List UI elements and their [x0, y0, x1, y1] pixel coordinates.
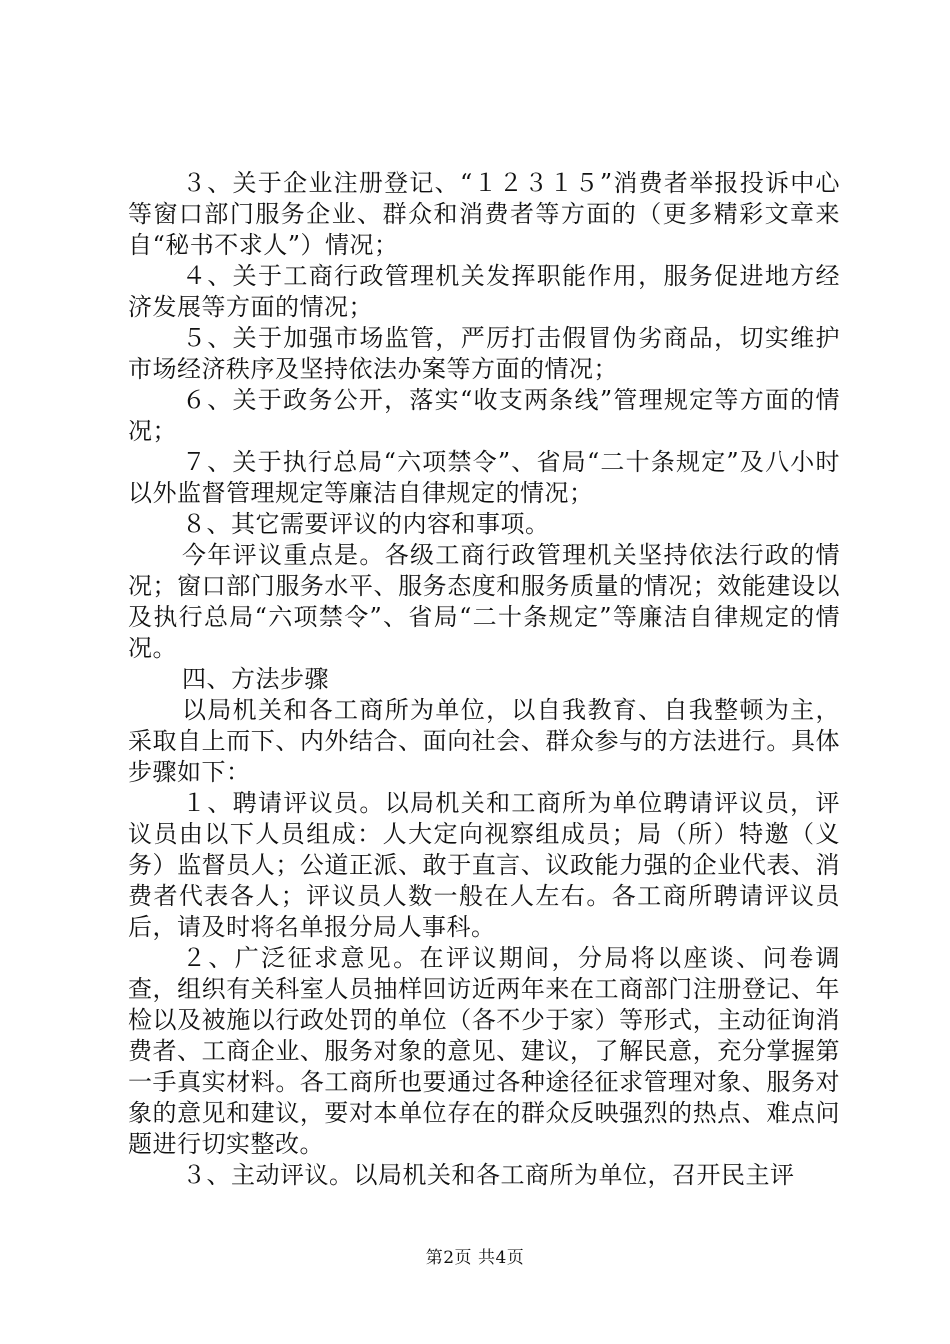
paragraph-evaluation-focus: 今年评议重点是。各级工商行政管理机关坚持依法行政的情况；窗口部门服务水平、服务态度和服务质量的情况；效能建设以及执行总局“六项禁令”、省局“二十条规定”等廉洁自律规定的情况。 — [128, 541, 840, 662]
paragraph-step-2: ２、广泛征求意见。在评议期间，分局将以座谈、问卷调查，组织有关科室人员抽样回访近两年来在工商部门注册登记、年检以及被施以行政处罚的单位（各不少于家）等形式，主动征询消费者、工商企业、服务对象的意见、建议，了解民意，充分掌握第一手真实材料。各工商所也要通过各种途径征求管理对象、服务对象的意见和建议，要对本单位存在的群众反映强烈的热点、难点问题进行切实整改。 — [128, 944, 840, 1158]
paragraph-item-7: ７、关于执行总局“六项禁令”、省局“二十条规定”及八小时以外监督管理规定等廉洁自律规定的情况； — [128, 448, 840, 507]
paragraph-item-8: ８、其它需要评议的内容和事项。 — [182, 510, 550, 538]
paragraph-step-3: ３、主动评议。以局机关和各工商所为单位，召开民主评 — [182, 1161, 795, 1189]
section-heading-methods: 四、方法步骤 — [182, 665, 329, 693]
paragraph-item-4: ４、关于工商行政管理机关发挥职能作用，服务促进地方经济发展等方面的情况； — [128, 262, 840, 321]
document-body — [128, 168, 840, 1191]
paragraph-step-1: １、聘请评议员。以局机关和工商所为单位聘请评议员，评议员由以下人员组成：人大定向视察组成员；局（所）特邀（义务）监督员人；公道正派、敢于直言、议政能力强的企业代表、消费者代表各人；评议员人数一般在人左右。各工商所聘请评议员后，请及时将名单报分局人事科。 — [128, 789, 840, 941]
paragraph-methods-intro: 以局机关和各工商所为单位，以自我教育、自我整顿为主，采取自上而下、内外结合、面向社会、群众参与的方法进行。具体步骤如下： — [128, 696, 840, 786]
paragraph-item-6: ６、关于政务公开，落实“收支两条线”管理规定等方面的情况； — [128, 386, 840, 445]
page-number-footer: 第2页 共4页 — [425, 1248, 525, 1268]
paragraph-item-3: ３、关于企业注册登记、“１２３１５”消费者举报投诉中心等窗口部门服务企业、群众和消费者等方面的（更多精彩文章来自“秘书不求人”）情况； — [128, 169, 840, 259]
paragraph-item-5: ５、关于加强市场监管，严厉打击假冒伪劣商品，切实维护市场经济秩序及坚持依法办案等方面的情况； — [128, 324, 840, 383]
